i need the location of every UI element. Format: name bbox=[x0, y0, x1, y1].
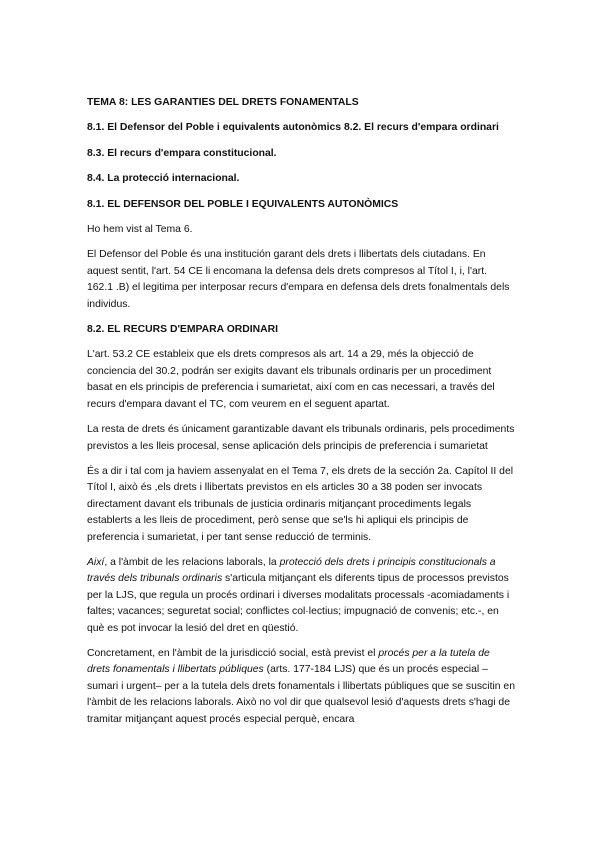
section-2-paragraph-1: L'art. 53.2 CE estableix que els drets compresos als art. 14 a 29, més la objecció de conciencia del 30.2, podrán ser exigits davant els tribunals ordinaris per un procediment basat en els principis de preferencia i sumarietat, així com en cas necessari, a través del recurs d'empara davant el TC, com veurem en el seguent apartat. bbox=[87, 349, 495, 410]
section-1-paragraph-2: El Defensor del Poble és una institución garant dels drets i llibertats dels ciutadans. En aquest sentit, l'art. 54 CE li encomana la defensa dels drets compresos al Títol I, i, l'art. 162.1 .B) el legitima per interposar recurs d'empara en defensa dels drets fonalmentals dels individus. bbox=[87, 249, 510, 310]
section-1-heading: 8.1. EL DEFENSOR DEL POBLE I EQUIVALENTS AUTONÒMICS bbox=[87, 198, 399, 210]
paragraph-4-text-b: s'articula mitjançant els diferents tipus de processos previstos per la LJS, que regula un procés ordinari i diverses modalitats processals -acomiadaments i faltes; vacances; seguretat social; conflictes col·lectius; impugnació de convenis; etc.-, en què es pot invocar la lesió del dret en qüestió. bbox=[87, 573, 510, 634]
document-title: TEMA 8: LES GARANTIES DEL DRETS FONAMENTALS bbox=[87, 97, 359, 108]
toc-item-1: 8.1. El Defensor del Poble i equivalents autonòmics 8.2. El recurs d'empara ordinari bbox=[87, 122, 499, 134]
section-2-paragraph-2: La resta de drets és únicament garantizable davant els tribunals ordinaris, pels procediments previstos a les lleis procesal, sense aplicación dels principis de preferencia i sumarietat bbox=[87, 424, 515, 452]
document-body bbox=[87, 95, 515, 737]
toc-item-3: 8.4. La protecció internacional. bbox=[87, 173, 240, 185]
section-2-paragraph-4 bbox=[87, 555, 515, 637]
section-2-paragraph-3: És a dir i tal com ja haviem assenyalat en el Tema 7, els drets de la sección 2a. Capítol II del Títol I, això és ,els drets i llibertats previstos en els articles 30 a 38 poden ser invocats directament davant els tribunals de justicia ordinaris mitjançant procediments legals establerts a les lleis de procediment, però sense que se'ls hi apliqui els principis de preferencia i sumarietat, i per tant sense reducció de terminis. bbox=[87, 465, 514, 543]
toc-item-2: 8.3. El recurs d'empara constitucional. bbox=[87, 147, 277, 159]
section-1-paragraph-1: Ho hem vist al Tema 6. bbox=[87, 224, 193, 236]
section-2-heading: 8.2. EL RECURS D'EMPARA ORDINARI bbox=[87, 324, 279, 336]
paragraph-5-text-a: Concretament, en l'àmbit de la jurisdicció social, està previst el bbox=[87, 647, 379, 659]
paragraph-5-italic-phrase: procés per a la tutela de drets fonamentals i llibertats públiques bbox=[87, 647, 490, 676]
paragraph-4-text-a: , a l'àmbit de les relacions laborals, la bbox=[104, 556, 280, 568]
paragraph-5-text-b: (arts. 177-184 LJS) que és un procés especial –sumari i urgent– per a la tutela dels drets fonamentals i llibertats públiques que se suscitin en l'àmbit de les relacions laborals. Això no vol dir que qualsevol lesió d'aquests drets s'hagi de tramitar mitjançant aquest procés especial perquè, encara bbox=[87, 664, 515, 725]
paragraph-4-italic-phrase: protecció dels drets i principis constitucionals a través dels tribunals ordinaris bbox=[87, 556, 496, 585]
paragraph-4-italic-start: Així bbox=[87, 556, 105, 568]
section-2-paragraph-5 bbox=[87, 646, 515, 728]
